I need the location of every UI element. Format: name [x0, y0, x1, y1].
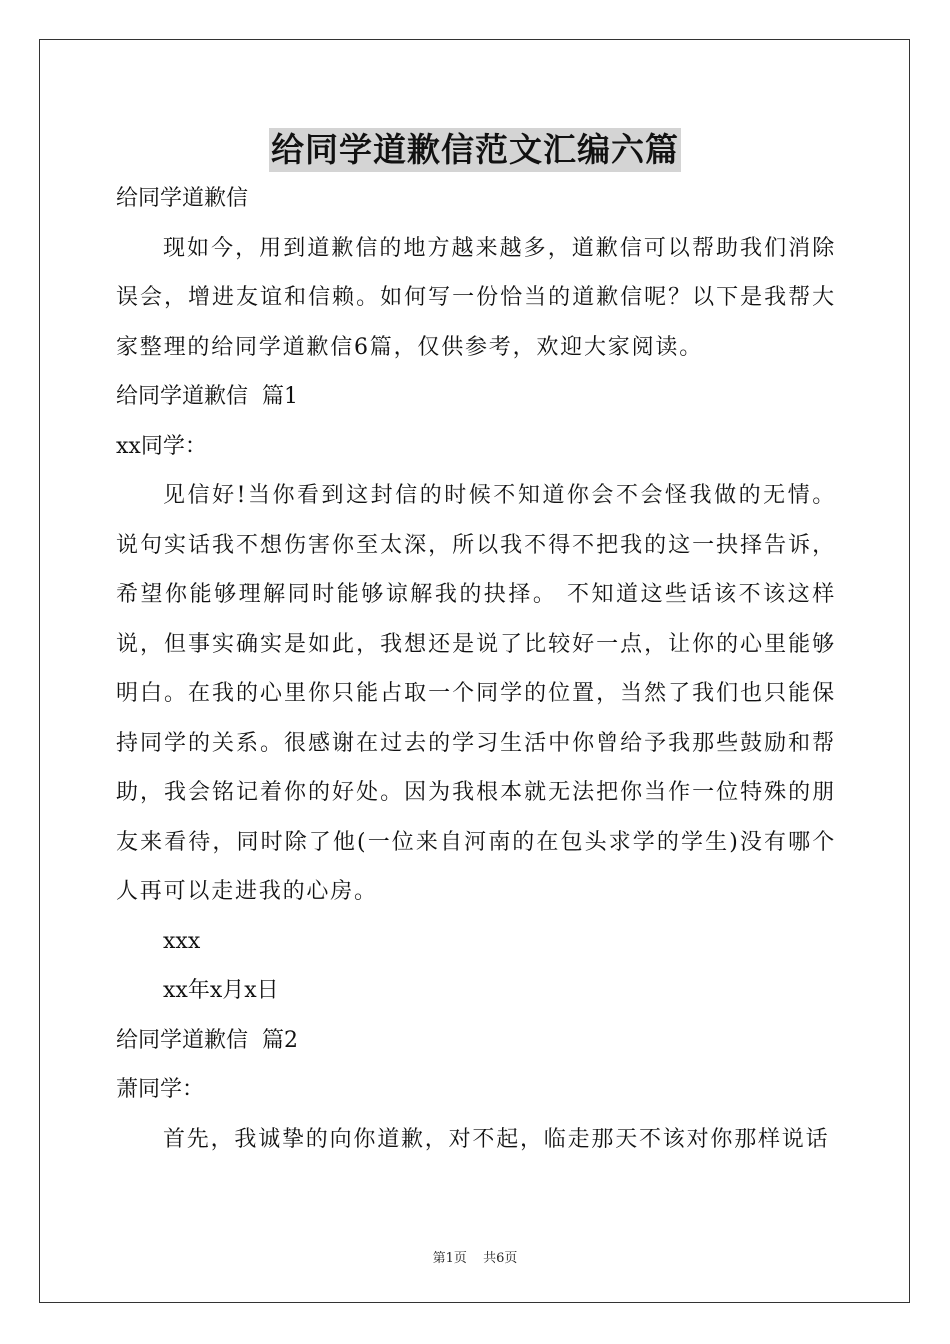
- page-number: 第1页: [432, 1251, 467, 1266]
- intro-paragraph: 现如今，用到道歉信的地方越来越多，道歉信可以帮助我们消除误会，增进友谊和信赖。如何写一份恰当的道歉信呢？以下是我帮大家整理的给同学道歉信6篇，仅供参考，欢迎大家阅读。: [116, 235, 836, 360]
- page-footer: [0, 1247, 950, 1266]
- section2-salutation: 萧同学：: [116, 1077, 205, 1102]
- section1-heading: 给同学道歉信 篇1: [116, 384, 298, 409]
- section1-date: xx年x月x日: [163, 978, 279, 1003]
- section1-salutation: xx同学：: [116, 433, 207, 459]
- document-body: [116, 174, 836, 1164]
- section2-body: 首先，我诚挚的向你道歉，对不起，临走那天不该对你那样说话: [163, 1126, 830, 1152]
- document-title: 给同学道歉信范文汇编六篇: [269, 128, 681, 172]
- section2-heading: 给同学道歉信 篇2: [116, 1027, 298, 1053]
- page-total: 共6页: [483, 1251, 518, 1266]
- title-container: [0, 128, 950, 172]
- section1-signature: xxx: [163, 928, 201, 954]
- intro-heading: 给同学道歉信: [116, 186, 249, 211]
- section1-body: 见信好!当你看到这封信的时候不知道你会不会怪我做的无情。说句实话我不想伤害你至太深，所以我不得不把我的这一抉择告诉，希望你能够理解同时能够谅解我的抉择。 不知道这些话该不该这样说，但事实确实是如此，我想还是说了比较好一点，让你的心里能够明白。在我的心里你只能占取一个同学的位置，当然了我们也只能保持同学的关系。很感谢在过去的学习生活中你曾给予我那些鼓励和帮助，我会铭记着你的好处。因为我根本就无法把你当作一位特殊的朋友来看待，同时除了他(一位来自河南的在包头求学的学生)没有哪个人再可以走进我的心房。: [116, 483, 836, 904]
